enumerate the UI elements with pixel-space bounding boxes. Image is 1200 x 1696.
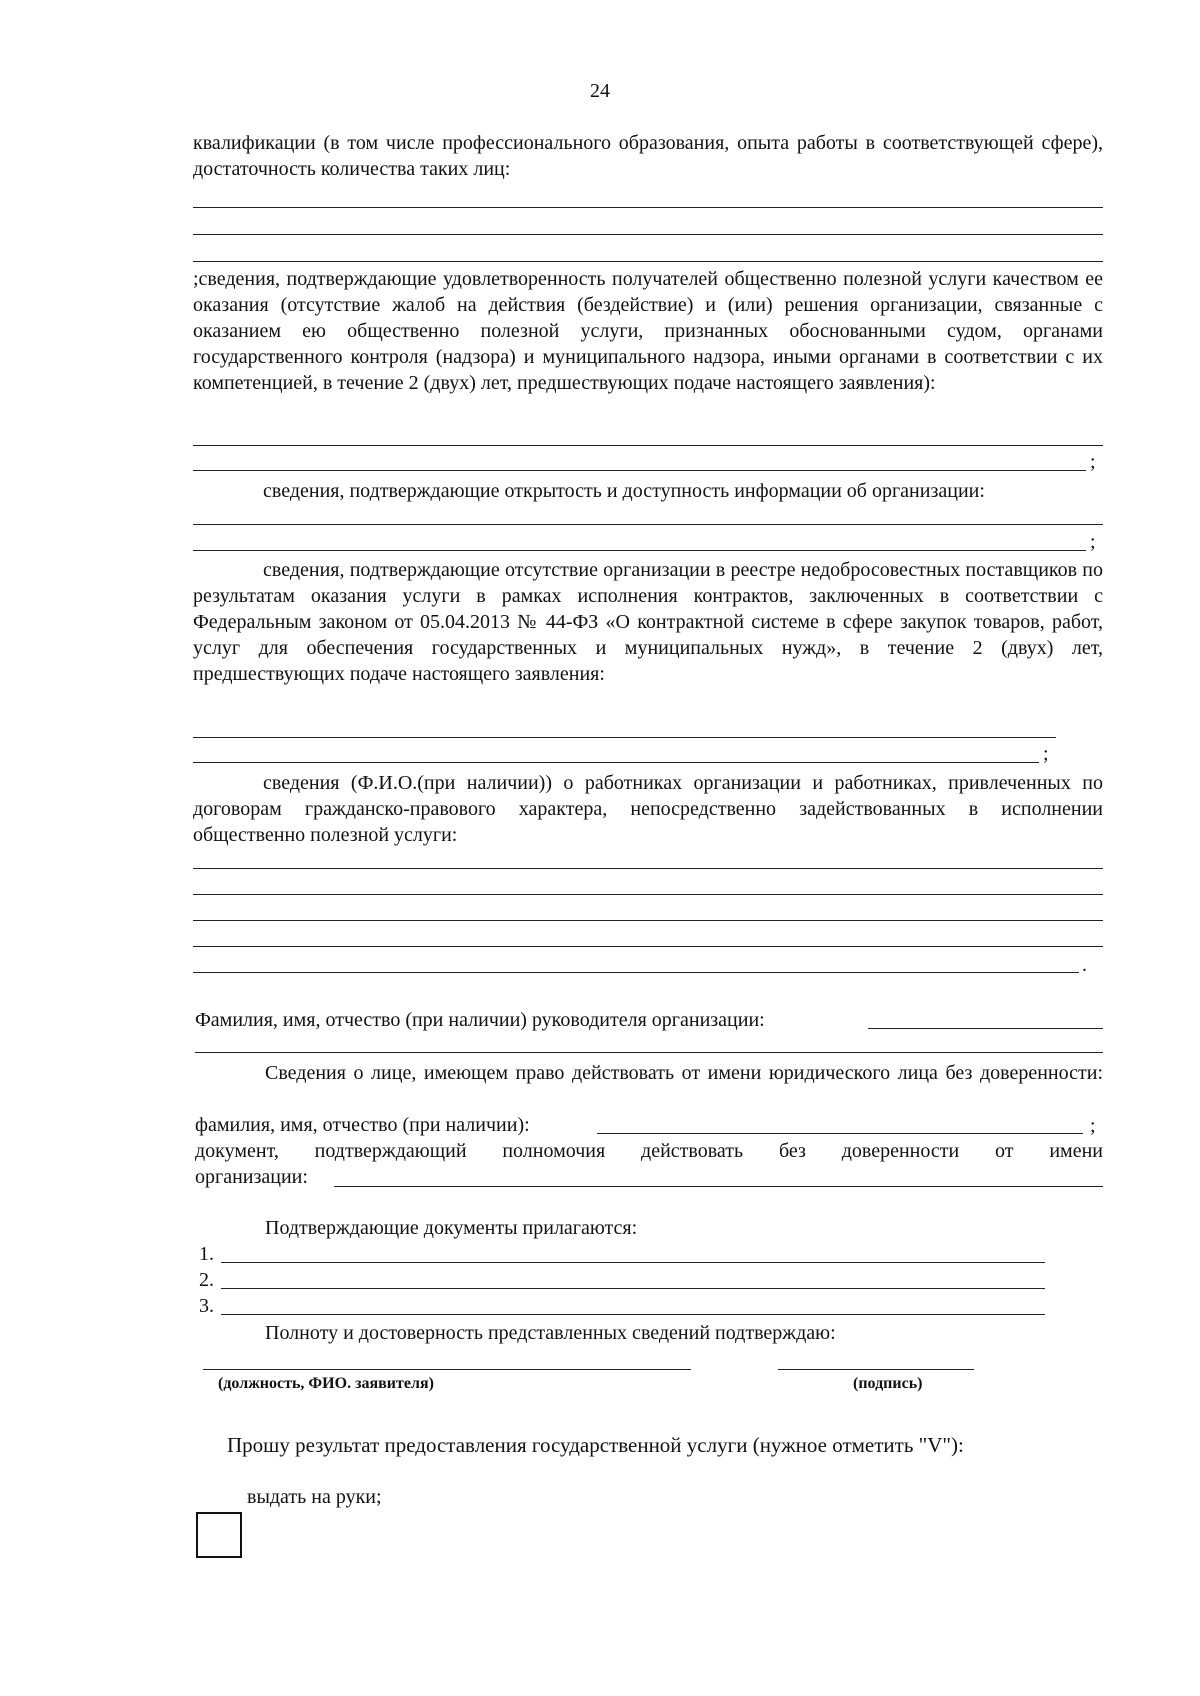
semicolon: ; <box>1090 451 1096 473</box>
authorized-name-field[interactable] <box>597 1133 1083 1134</box>
workers-text: сведения (Ф.И.О.(при наличии)) о работниках организации и работниках, привлеченных по договорам гражданско-правового характера, непосредственно задействованных в исполнении общественно полезной услуги: <box>193 772 1103 846</box>
page-number: 24 <box>590 80 610 102</box>
blank-line[interactable] <box>193 737 1056 738</box>
blank-line[interactable] <box>193 894 1103 895</box>
blank-line[interactable] <box>193 234 1103 235</box>
blank-line[interactable] <box>193 261 1103 262</box>
confirm-text: Полноту и достоверность представленных сведений подтверждаю: <box>265 1322 836 1344</box>
openness-text: сведения, подтверждающие открытость и доступность информации об организации: <box>263 480 985 502</box>
attachment-number: 1. <box>199 1243 214 1265</box>
hand-delivery-label: выдать на руки; <box>247 1486 382 1508</box>
semicolon: ; <box>1090 1115 1096 1137</box>
attachments-title: Подтверждающие документы прилагаются: <box>265 1217 638 1239</box>
signature-caption: (подпись) <box>853 1375 923 1392</box>
position-name-caption: (должность, ФИО. заявителя) <box>218 1375 434 1392</box>
blank-line[interactable] <box>193 946 1103 947</box>
blank-line[interactable] <box>193 920 1103 921</box>
result-request-text: Прошу результат предоставления государственной услуги (нужное отметить "V"): <box>227 1433 964 1457</box>
attachment-number: 2. <box>199 1269 214 1291</box>
period: . <box>1082 954 1087 976</box>
head-name-label: Фамилия, имя, отчество (при наличии) руководителя организации: <box>195 1009 765 1031</box>
satisfaction-text: ;сведения, подтверждающие удовлетворенность получателей общественно полезной услуги качеством ее оказания (отсутствие жалоб на действия (бездействие) и (или) решения организации, связанные с оказанием ею общественно полезной услуги, признанных обоснованными судом, органами государственного контроля (надзора) и муниципального надзора, иными органами в соответствии с их компетенцией, в течение 2 (двух) лет, предшествующих подаче настоящего заявления): <box>193 268 1103 394</box>
attachment-field[interactable] <box>221 1288 1045 1289</box>
attachment-field[interactable] <box>221 1262 1045 1263</box>
hand-delivery-checkbox[interactable] <box>196 1512 242 1558</box>
blank-line[interactable] <box>193 762 1039 763</box>
blank-line[interactable] <box>193 470 1086 471</box>
head-name-field[interactable] <box>868 1028 1103 1029</box>
authority-doc-label: организации: <box>195 1166 308 1188</box>
attachment-field[interactable] <box>221 1314 1045 1315</box>
position-name-field[interactable] <box>203 1369 691 1370</box>
blank-line[interactable] <box>193 550 1086 551</box>
authorized-person-text: Сведения о лице, имеющем право действовать от имени юридического лица без доверенности: <box>265 1062 1103 1084</box>
blank-line[interactable] <box>193 868 1103 869</box>
blank-line[interactable] <box>193 524 1103 525</box>
blank-line[interactable] <box>195 1052 1103 1053</box>
semicolon: ; <box>1043 743 1049 765</box>
authorized-name-label: фамилия, имя, отчество (при наличии): <box>195 1114 530 1136</box>
signature-field[interactable] <box>778 1369 974 1370</box>
registry-text: сведения, подтверждающие отсутствие организации в реестре недобросовестных поставщиков по результатам оказания услуги в рамках исполнения контрактов, заключенных в соответствии с Федеральным законом от 05.04.2013 № 44-ФЗ «О контрактной системе в сфере закупок товаров, работ, услуг для обеспечения государственных и муниципальных нужд», в течение 2 (двух) лет, предшествующих подаче настоящего заявления: <box>193 559 1103 685</box>
blank-line[interactable] <box>193 445 1103 446</box>
authority-doc-field[interactable] <box>334 1186 1103 1187</box>
semicolon: ; <box>1090 531 1096 553</box>
attachment-number: 3. <box>199 1295 214 1317</box>
authority-doc-text: документ, подтверждающий полномочия действовать без доверенности от имени <box>195 1140 1103 1162</box>
qualification-text: квалификации (в том числе профессионального образования, опыта работы в соответствующей сфере), достаточность количества таких лиц: <box>193 132 1103 180</box>
blank-line[interactable] <box>193 972 1079 973</box>
blank-line[interactable] <box>193 207 1103 208</box>
